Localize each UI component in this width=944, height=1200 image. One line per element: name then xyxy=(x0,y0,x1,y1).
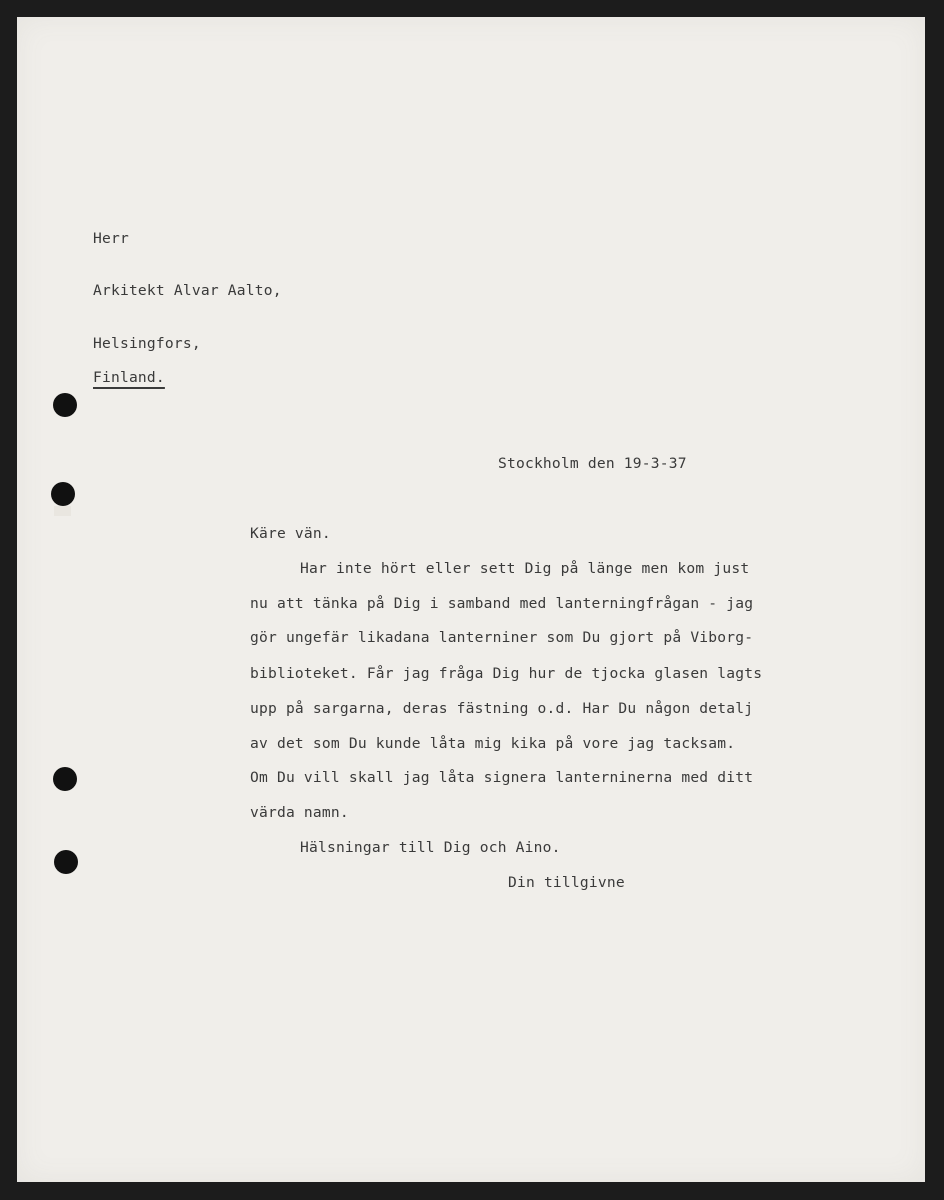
punch-hole-4 xyxy=(54,850,78,874)
body-line: av det som Du kunde låta mig kika på vore jag tacksam. xyxy=(250,735,736,752)
letter-page xyxy=(17,17,925,1182)
body-line: nu att tänka på Dig i samband med lanterningfrågan - jag xyxy=(250,595,754,612)
body-line: upp på sargarna, deras fästning o.d. Har Du någon detalj xyxy=(250,700,754,717)
dateline: Stockholm den 19-3-37 xyxy=(498,455,687,472)
punch-hole-1 xyxy=(53,393,77,417)
body-line: Har inte hört eller sett Dig på länge men kom just xyxy=(300,560,750,577)
closing: Din tillgivne xyxy=(508,874,625,891)
body-line: värda namn. xyxy=(250,804,349,821)
address-recipient: Arkitekt Alvar Aalto, xyxy=(93,282,282,299)
punch-hole-3 xyxy=(53,767,77,791)
regards: Hälsningar till Dig och Aino. xyxy=(300,839,561,856)
greeting: Käre vän. xyxy=(250,525,331,542)
address-country: Finland. xyxy=(93,369,165,386)
address-city: Helsingfors, xyxy=(93,335,201,352)
body-line: biblioteket. Får jag fråga Dig hur de tjocka glasen lagts xyxy=(250,665,763,682)
address-title: Herr xyxy=(93,230,129,247)
body-line: Om Du vill skall jag låta signera lanterninerna med ditt xyxy=(250,769,754,786)
punch-hole-2 xyxy=(51,482,75,506)
body-line: gör ungefär likadana lanterniner som Du gjort på Viborg- xyxy=(250,629,754,646)
